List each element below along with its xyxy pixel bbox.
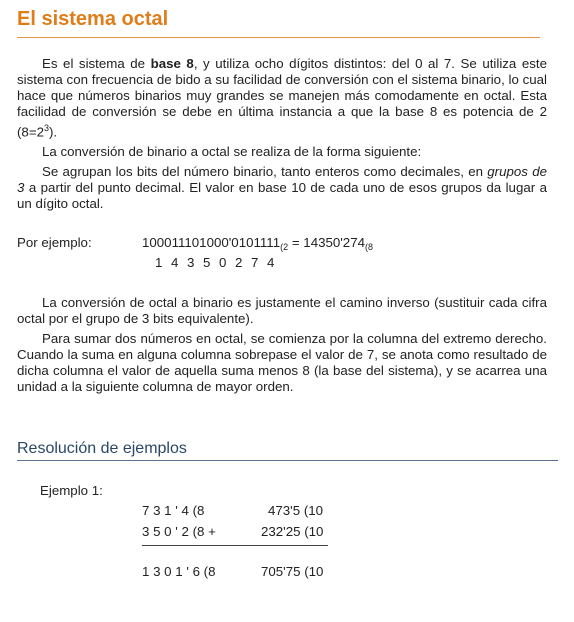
octal-digit: 2 — [235, 255, 243, 270]
page-title: El sistema octal — [17, 8, 169, 30]
intro-text — [17, 56, 547, 212]
intro-p3-text-a: Se agrupan los bits del número binario, tanto enteros como decimales, en — [42, 164, 488, 180]
title-divider — [17, 37, 540, 38]
section-divider — [17, 460, 558, 461]
intro-paragraph-2: La conversión de binario a octal se realiza de la forma siguiente: — [42, 144, 422, 160]
intro-p1-text-c: ). — [49, 124, 58, 140]
example-label: Por ejemplo: — [17, 235, 92, 250]
intro-paragraph-1 — [17, 56, 547, 140]
section-title: Resolución de ejemplos — [17, 440, 187, 457]
equals-sign: = — [288, 235, 304, 250]
octal-digit: 7 — [251, 255, 259, 270]
sum-row-2-decimal: 232'25 (10 — [261, 524, 324, 539]
after-paragraph-1: La conversión de octal a binario es justamente el camino inverso (sustituir cada cifra octal por el grupo de 3 bits equivalente). — [17, 295, 547, 326]
octal-digit: 4 — [171, 255, 179, 270]
intro-p1-text-a: Es el sistema de — [42, 56, 151, 71]
sum-row-1-decimal: 473'5 (10 — [268, 503, 324, 518]
example-equation — [142, 235, 373, 255]
octal-digit: 4 — [267, 255, 275, 270]
octal-digit: 5 — [203, 255, 211, 270]
intro-p1-bold: base 8 — [150, 56, 194, 71]
intro-p3-text-b: a partir del punto decimal. El valor en base 10 de cada uno de esos grupos da lugar a un dígito octal. — [17, 180, 547, 212]
octal-value: 14350'274 — [303, 235, 365, 250]
sum-result-octal: 1 3 0 1 ' 6 (8 — [142, 564, 216, 579]
intro-p1-text-b: , y utiliza ocho dígitos distintos: del 0 al 7. Se utiliza este sistema con frecuencia de bido a su facilidad de conversión con el sistema binario, lo cual hace que números binarios muy grandes se manejen más comodamente en octal. Esta facilidad de conversión se debe en última instancia a que la base 8 es potencia de 2 (8=2 — [17, 56, 547, 140]
addition-text — [17, 295, 547, 395]
sum-row-2-octal: 3 5 0 ' 2 (8 + — [142, 524, 216, 539]
example-1-label: Ejemplo 1: — [40, 483, 103, 498]
intro-p1-superscript: 3 — [43, 123, 49, 133]
intro-p3-italic: grupos de 3 — [17, 164, 547, 196]
sum-result-decimal: 705'75 (10 — [261, 564, 324, 579]
binary-value: 100011101000'0101111 — [142, 235, 281, 250]
octal-digit-groups — [155, 255, 283, 271]
octal-digit: 3 — [187, 255, 195, 270]
octal-base: (8 — [365, 242, 374, 252]
sum-row-1-octal: 7 3 1 ' 4 (8 — [142, 503, 205, 518]
octal-digit: 1 — [155, 255, 163, 270]
octal-digit: 0 — [219, 255, 227, 270]
binary-base: (2 — [280, 242, 289, 252]
after-paragraph-2: Para sumar dos números en octal, se comienza por la columna del extremo derecho. Cuando la suma en alguna columna sobrepase el valor de 7, se anota como resultado de dicha columna el valor de aquella suma menos 8 (la base del sistema), y se acarrea una unidad a la siguiente columna de mayor orden. — [17, 331, 547, 394]
sum-divider — [142, 545, 328, 546]
intro-paragraph-3 — [17, 164, 547, 212]
